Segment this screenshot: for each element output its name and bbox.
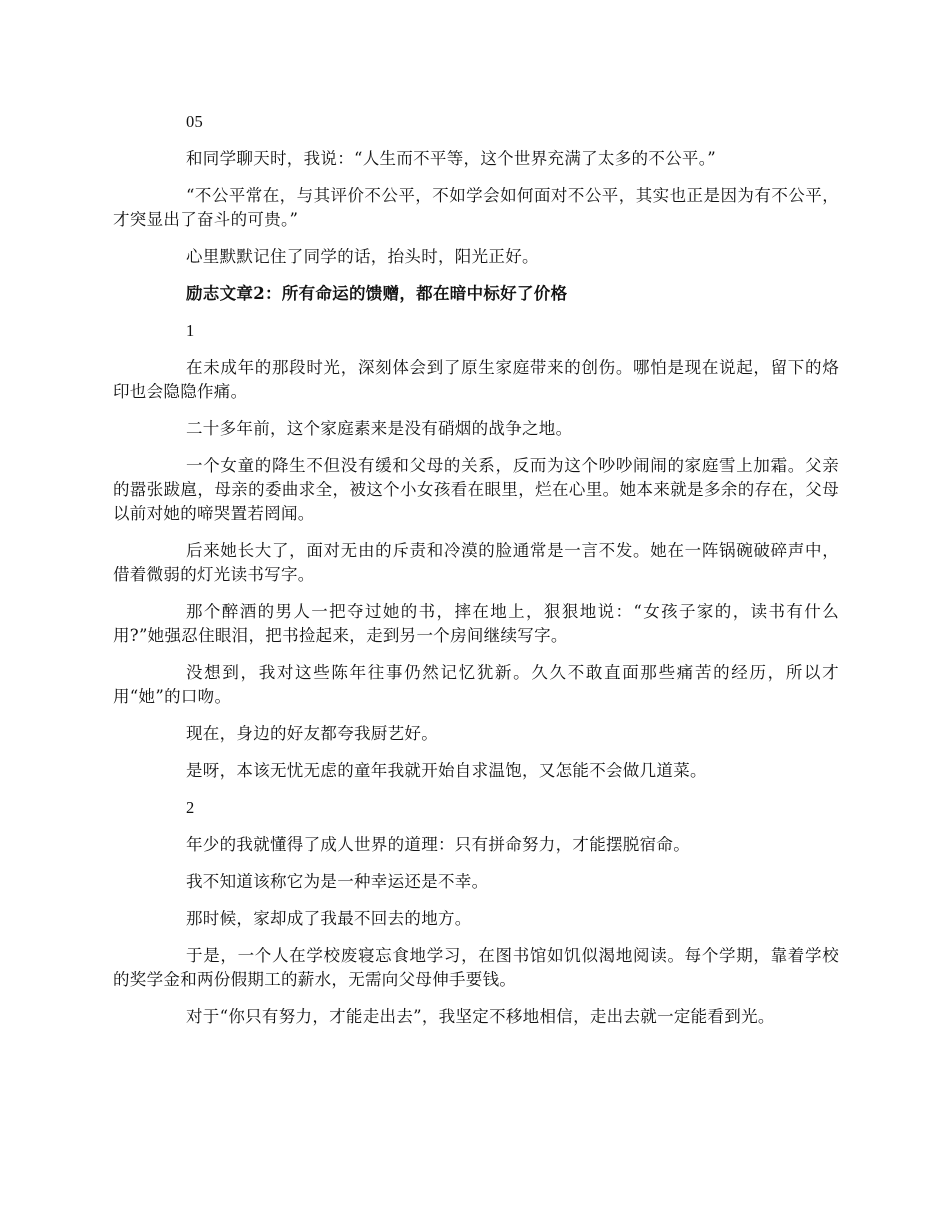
paragraph: 在未成年的那段时光，深刻体会到了原生家庭带来的创伤。哪怕是现在说起，留下的烙印也会隐隐作痛。: [113, 358, 839, 401]
paragraph: 年少的我就懂得了成人世界的道理：只有拼命努力，才能摆脱宿命。: [186, 835, 690, 854]
paragraph: 那个醉酒的男人一把夺过她的书，摔在地上，狠狠地说：“女孩子家的，读书有什么用?”她强忍住眼泪，把书捡起来，走到另一个房间继续写字。: [113, 602, 839, 645]
paragraph: 于是，一个人在学校废寝忘食地学习，在图书馆如饥似渴地阅读。每个学期，靠着学校的奖学金和两份假期工的薪水，无需向父母伸手要钱。: [113, 946, 839, 989]
paragraph: 二十多年前，这个家庭素来是没有硝烟的战争之地。: [186, 419, 573, 438]
paragraph: 后来她长大了，面对无由的斥责和冷漠的脸通常是一言不发。她在一阵锅碗破碎声中，借着微弱的灯光读书写字。: [113, 541, 839, 584]
paragraph: 和同学聊天时，我说：“人生而不平等，这个世界充满了太多的不公平。”: [186, 149, 717, 168]
paragraph: 对于“你只有努力，才能走出去”，我坚定不移地相信，走出去就一定能看到光。: [186, 1007, 775, 1026]
section-number: 1: [186, 321, 195, 340]
paragraph: 现在，身边的好友都夸我厨艺好。: [186, 724, 438, 743]
section-number: 05: [186, 112, 204, 131]
paragraph: 是呀，本该无忧无虑的童年我就开始自求温饱，又怎能不会做几道菜。: [186, 761, 707, 780]
paragraph: 一个女童的降生不但没有缓和父母的关系，反而为这个吵吵闹闹的家庭雪上加霜。父亲的嚣张跋扈，母亲的委曲求全，被这个小女孩看在眼里，烂在心里。她本来就是多余的存在，父母以前对她的啼哭置若罔闻。: [113, 456, 839, 523]
paragraph: 心里默默记住了同学的话，抬头时，阳光正好。: [186, 247, 539, 266]
paragraph: 我不知道该称它为是一种幸运还是不幸。: [186, 872, 489, 891]
paragraph: 没想到，我对这些陈年往事仍然记忆犹新。久久不敢直面那些痛苦的经历，所以才用“她”的口吻。: [113, 663, 839, 706]
section-number: 2: [186, 798, 195, 817]
paragraph: “不公平常在，与其评价不公平，不如学会如何面对不公平，其实也正是因为有不公平，才突显出了奋斗的可贵。”: [113, 186, 839, 229]
article-heading: 励志文章2：所有命运的馈赠，都在暗中标好了价格: [186, 284, 568, 303]
document-body: [113, 110, 839, 1042]
paragraph: 那时候，家却成了我最不回去的地方。: [186, 909, 472, 928]
